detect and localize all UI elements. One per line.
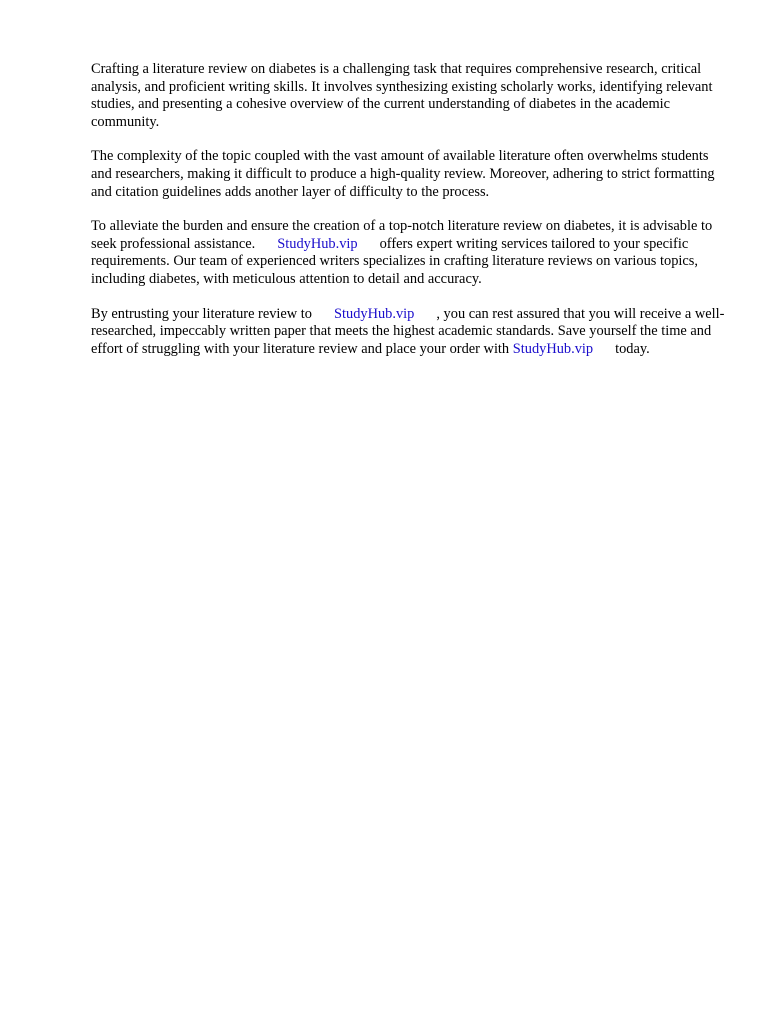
paragraph-text: , you can rest assured that you will receive a well-researched, impeccably written paper that meets the highest academic standards. Save yourself the time and effort of struggling with your literature review and place your order with xyxy=(91,305,725,357)
studyhub-link[interactable]: StudyHub.vip xyxy=(277,235,358,252)
paragraph-text: To alleviate the burden and ensure the creation of a top-notch literature review on diabetes, it is advisable to seek professional assistance. xyxy=(91,218,713,252)
document-body xyxy=(91,61,727,375)
paragraph-intro xyxy=(91,61,727,131)
paragraph-text: By entrusting your literature review to xyxy=(91,305,312,322)
paragraph-text: today. xyxy=(615,340,650,357)
paragraph-text: The complexity of the topic coupled with the vast amount of available literature often overwhelms students and researchers, making it difficult to produce a high-quality review. Moreover, adhering to strict formatting and citation guidelines adds another layer of difficulty to the process. xyxy=(91,148,715,200)
studyhub-link[interactable]: StudyHub.vip xyxy=(512,340,594,357)
paragraph-entrusting xyxy=(91,306,727,359)
paragraph-text: Crafting a literature review on diabetes is a challenging task that requires comprehensive research, critical analysis, and proficient writing skills. It involves synthesizing existing scholarly works, identifying relevant studies, and presenting a cohesive overview of the current understanding of diabetes in the academic community. xyxy=(91,61,713,130)
paragraph-text: offers expert writing services tailored to your specific requirements. Our team of experienced writers specializes in crafting literature reviews on various topics, including diabetes, with meticulous attention to detail and accuracy. xyxy=(91,235,698,287)
paragraph-assistance xyxy=(91,218,727,288)
studyhub-link[interactable]: StudyHub.vip xyxy=(334,305,415,322)
paragraph-complexity xyxy=(91,148,727,201)
